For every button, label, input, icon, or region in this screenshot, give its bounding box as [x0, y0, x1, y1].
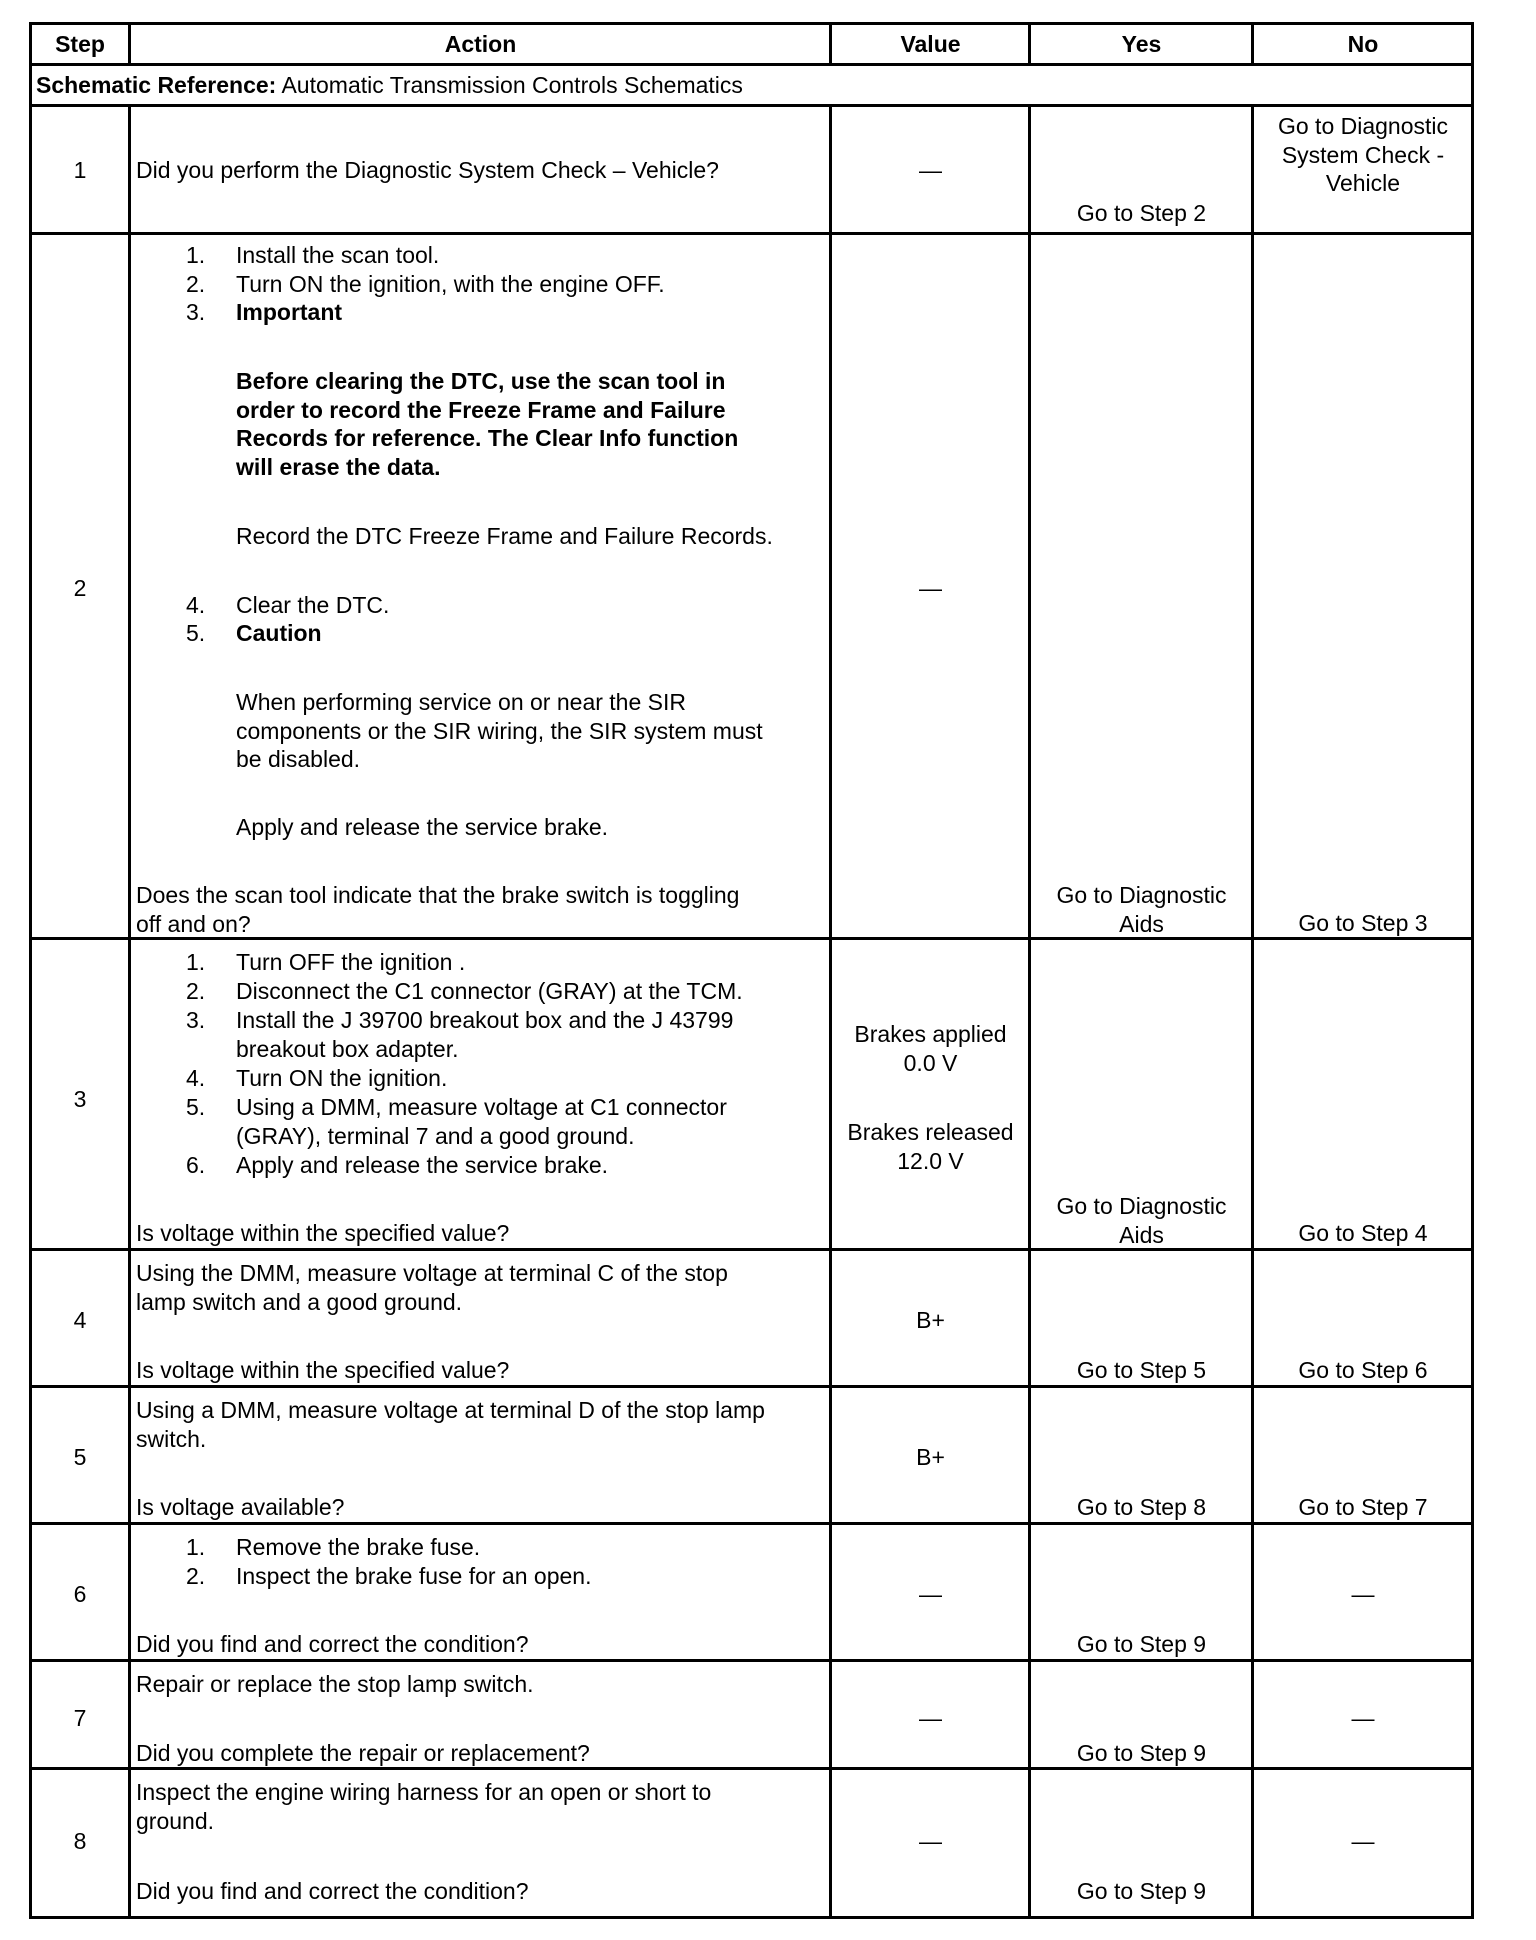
- step-number: 2: [73, 575, 87, 601]
- table-border-bottom: [29, 1916, 1474, 1919]
- action-text: Repair or replace the stop lamp switch.: [136, 1671, 534, 1697]
- schematic-reference: [36, 71, 743, 100]
- list-item: Install the scan tool.: [236, 242, 440, 268]
- row-divider: [29, 104, 1474, 107]
- list-number: 2.: [186, 1563, 206, 1589]
- step-number: 3: [73, 1086, 87, 1112]
- header-no: No: [1347, 31, 1379, 57]
- list-item: Disconnect the C1 connector (GRAY) at the TCM.: [236, 978, 743, 1004]
- value-cell: —: [919, 1828, 942, 1854]
- yes-cell: Go to Step 9: [1076, 1740, 1207, 1766]
- value-cell: B+: [916, 1307, 945, 1333]
- important-heading: Important: [236, 299, 343, 325]
- row-divider: [29, 1659, 1474, 1662]
- header-action: Action: [444, 31, 517, 57]
- row-divider: [29, 232, 1474, 235]
- action-question: Did you perform the Diagnostic System Check – Vehicle?: [136, 157, 719, 183]
- list-number: 4.: [186, 1065, 206, 1091]
- important-note: Before clearing the DTC, use the scan tool in order to record the Freeze Frame and Failure Records for reference. The Clear Info function will erase the data.: [236, 368, 739, 480]
- yes-cell: Go to Step 9: [1076, 1878, 1207, 1904]
- schematic-text: Automatic Transmission Controls Schematics: [276, 72, 743, 98]
- no-cell: Go to Diagnostic System Check - Vehicle: [1277, 113, 1449, 196]
- list-item: Clear the DTC.: [236, 592, 390, 618]
- list-item: Apply and release the service brake.: [236, 1152, 609, 1178]
- action-question: Did you find and correct the condition?: [136, 1631, 529, 1657]
- no-cell: Go to Step 6: [1298, 1357, 1428, 1383]
- action-question: Is voltage available?: [136, 1494, 345, 1520]
- action-text: Using a DMM, measure voltage at terminal D of the stop lamp switch.: [136, 1397, 765, 1452]
- list-item: Turn ON the ignition, with the engine OFF.: [236, 271, 665, 297]
- list-item: Remove the brake fuse.: [236, 1534, 481, 1560]
- list-number: 2.: [186, 978, 206, 1004]
- action-question: Is voltage within the specified value?: [136, 1220, 510, 1246]
- yes-cell: Go to Step 5: [1076, 1357, 1207, 1383]
- step-number: 5: [73, 1444, 87, 1470]
- action-text: Inspect the engine wiring harness for an open or short to ground.: [136, 1779, 712, 1834]
- value-cell: —: [919, 575, 942, 601]
- step-number: 8: [73, 1828, 87, 1854]
- list-number: 3.: [186, 299, 206, 325]
- row-divider: [29, 63, 1474, 66]
- header-value: Value: [900, 31, 961, 57]
- list-number: 1.: [186, 1534, 206, 1560]
- no-cell: —: [1351, 1705, 1375, 1731]
- action-question: Did you find and correct the condition?: [136, 1878, 529, 1904]
- action-text: Using the DMM, measure voltage at terminal C of the stop lamp switch and a good ground.: [136, 1260, 728, 1315]
- value-brakes-applied: Brakes applied 0.0 V: [854, 1021, 1007, 1076]
- step-number: 1: [73, 157, 87, 183]
- no-cell: Go to Step 7: [1298, 1494, 1428, 1520]
- list-item: Turn ON the ignition.: [236, 1065, 448, 1091]
- list-number: 5.: [186, 620, 206, 646]
- yes-cell: Go to Step 8: [1076, 1494, 1207, 1520]
- yes-cell: Go to Diagnostic Aids: [1056, 882, 1227, 937]
- caution-heading: Caution: [236, 620, 322, 646]
- header-yes: Yes: [1121, 31, 1162, 57]
- no-cell: —: [1351, 1581, 1375, 1607]
- list-item: Using a DMM, measure voltage at C1 connector (GRAY), terminal 7 and a good ground.: [236, 1094, 727, 1149]
- no-cell: Go to Step 3: [1298, 910, 1428, 936]
- list-number: 3.: [186, 1007, 206, 1033]
- caution-note: When performing service on or near the SIR components or the SIR wiring, the SIR system must be disabled.: [236, 689, 763, 772]
- value-cell: —: [919, 1581, 942, 1607]
- column-divider: [128, 106, 131, 1919]
- value-cell: —: [919, 157, 942, 183]
- list-number: 1.: [186, 949, 206, 975]
- list-item: Inspect the brake fuse for an open.: [236, 1563, 592, 1589]
- action-question: Does the scan tool indicate that the brake switch is toggling off and on?: [136, 882, 740, 937]
- table-border-left: [29, 22, 32, 1919]
- header-step: Step: [55, 31, 105, 57]
- action-question: Did you complete the repair or replacement?: [136, 1740, 590, 1766]
- list-item: Install the J 39700 breakout box and the J 43799 breakout box adapter.: [236, 1007, 734, 1062]
- list-number: 5.: [186, 1094, 206, 1120]
- list-number: 1.: [186, 242, 206, 268]
- action-question: Is voltage within the specified value?: [136, 1357, 510, 1383]
- no-cell: —: [1351, 1828, 1375, 1854]
- schematic-label: Schematic Reference:: [36, 72, 277, 98]
- step-number: 7: [73, 1705, 87, 1731]
- apply-instruction: Apply and release the service brake.: [236, 814, 609, 840]
- list-number: 4.: [186, 592, 206, 618]
- value-cell: —: [919, 1705, 942, 1731]
- yes-cell: Go to Diagnostic Aids: [1056, 1193, 1227, 1248]
- list-number: 2.: [186, 271, 206, 297]
- list-item: Turn OFF the ignition .: [236, 949, 466, 975]
- list-number: 6.: [186, 1152, 206, 1178]
- table-border-right: [1471, 22, 1474, 1919]
- row-divider: [29, 1385, 1474, 1388]
- step-number: 6: [73, 1581, 87, 1607]
- no-cell: Go to Step 4: [1298, 1220, 1428, 1246]
- table-border-top: [29, 22, 1474, 25]
- value-cell: B+: [916, 1444, 945, 1470]
- record-instruction: Record the DTC Freeze Frame and Failure Records.: [236, 523, 773, 549]
- row-divider: [29, 1248, 1474, 1251]
- row-divider: [29, 1522, 1474, 1525]
- column-divider: [829, 106, 832, 1919]
- value-brakes-released: Brakes released 12.0 V: [847, 1119, 1014, 1174]
- yes-cell: Go to Step 2: [1076, 200, 1207, 226]
- yes-cell: Go to Step 9: [1076, 1631, 1207, 1657]
- step-number: 4: [73, 1307, 87, 1333]
